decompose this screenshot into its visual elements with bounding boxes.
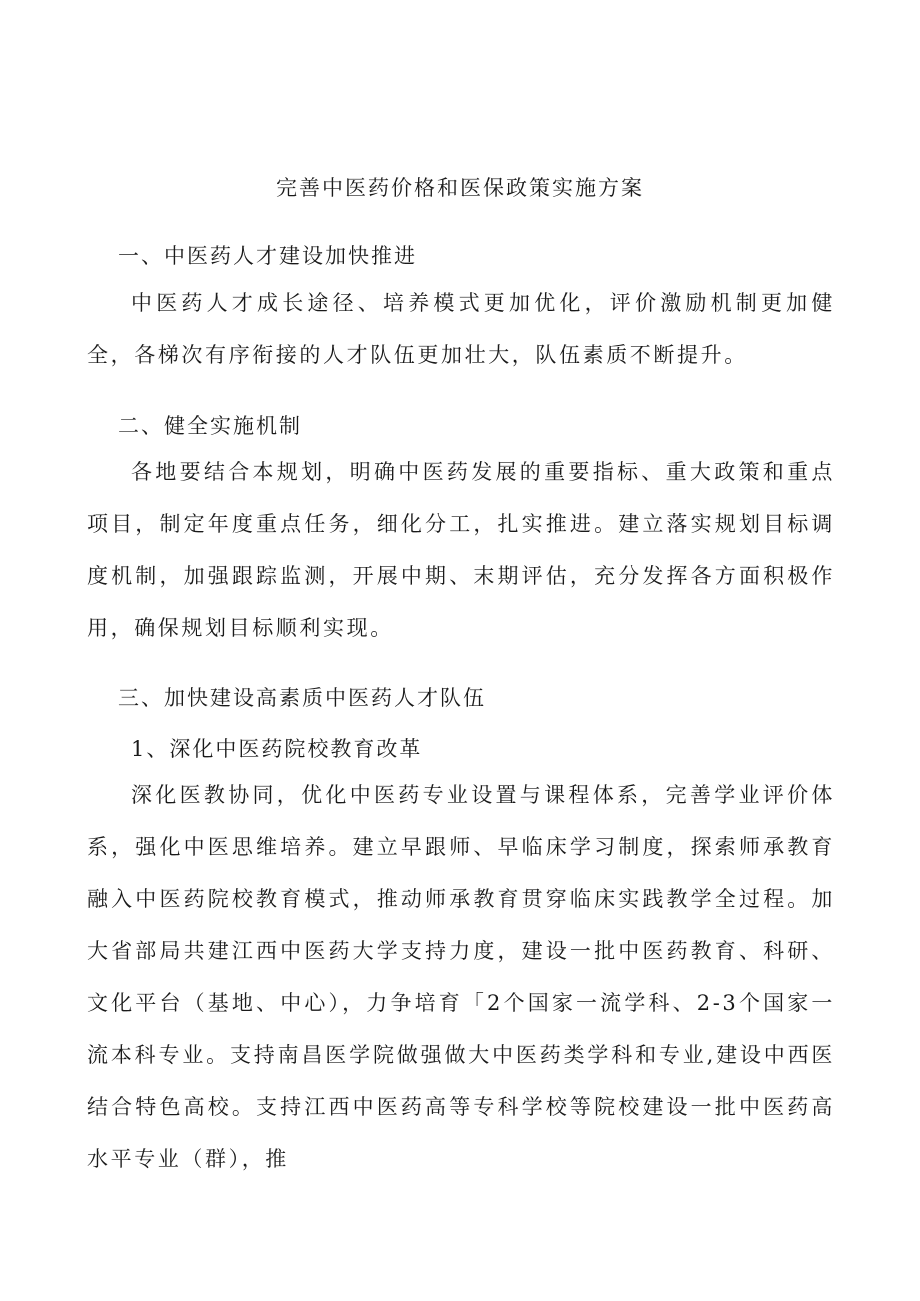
section-1-paragraph: 中医药人才成长途径、培养模式更加优化，评价激励机制更加健全，各梯次有序衔接的人才队伍更加壮大，队伍素质不断提升。: [87, 291, 835, 367]
section-3-paragraph: 深化医教协同，优化中医药专业设置与课程体系，完善学业评价体系，强化中医思维培养。建立早跟师、早临床学习制度，探索师承教育融入中医药院校教育模式，推动师承教育贯穿临床实践教学全过程。加大省部局共建江西中医药大学支持力度，建设一批中医药教育、科研、文化平台（基地、中心），力争培育「2个国家一流学科、2-3个国家一流本科专业。支持南昌医学院做强做大中医药类学科和专业,建设中西医结合特色高校。支持江西中医药高等专科学校等院校建设一批中医药高水平专业（群），推: [87, 783, 835, 1171]
document-title: 完善中医药价格和医保政策实施方案: [276, 176, 644, 200]
section-3-heading: 三、加快建设高素质中医药人才队伍: [118, 686, 486, 710]
section-2-heading: 二、健全实施机制: [118, 414, 302, 438]
section-2-paragraph: 各地要结合本规划，明确中医药发展的重要指标、重大政策和重点项目，制定年度重点任务，细化分工，扎实推进。建立落实规划目标调度机制，加强跟踪监测，开展中期、末期评估，充分发挥各方面积极作用，确保规划目标顺利实现。: [87, 460, 835, 640]
section-1-heading: 一、中医药人才建设加快推进: [118, 244, 417, 268]
section-3-subheading: 1、深化中医药院校教育改革: [131, 737, 423, 761]
